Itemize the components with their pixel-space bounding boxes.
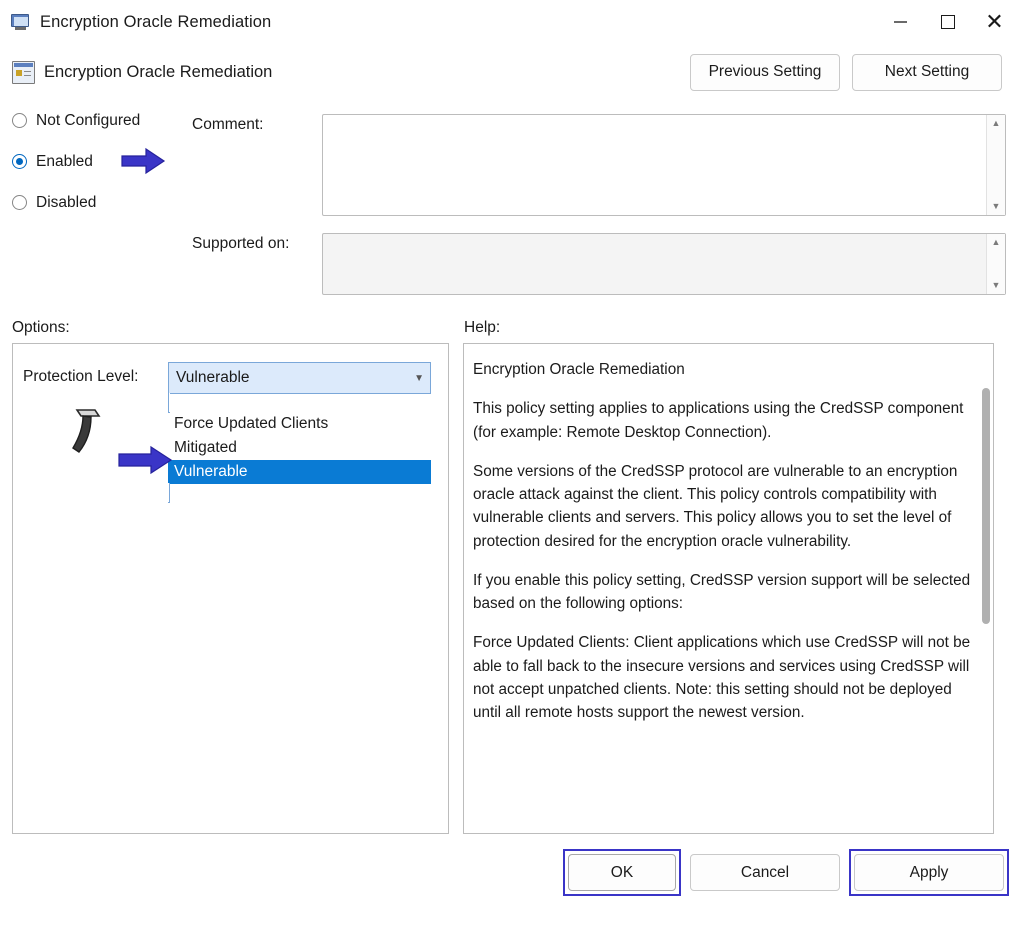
radio-enabled[interactable] (12, 141, 192, 182)
radio-circle-not-configured (12, 113, 27, 128)
maximize-button[interactable] (924, 0, 971, 44)
cancel-button[interactable]: Cancel (690, 854, 840, 891)
chevron-down-icon[interactable]: ▼ (414, 372, 424, 384)
dropdown-item-mitigated[interactable]: Mitigated (174, 439, 237, 456)
setting-icon (12, 61, 35, 84)
supported-on-label: Supported on: (192, 235, 290, 252)
comment-input[interactable] (322, 114, 1006, 216)
options-panel (12, 343, 449, 834)
state-radio-group (12, 100, 192, 223)
dialog-footer (0, 834, 1018, 891)
protection-level-combobox[interactable] (168, 362, 431, 502)
radio-label-disabled: Disabled (36, 193, 97, 211)
arrow-pointing-to-vulnerable (117, 444, 173, 476)
supported-on-scrollbar[interactable] (986, 234, 1005, 294)
radio-circle-enabled (12, 154, 27, 169)
comment-label: Comment: (192, 116, 264, 133)
help-paragraph-1: This policy setting applies to applications using the CredSSP component (for example: Remote Desktop Connection). (473, 400, 964, 441)
help-panel (463, 343, 994, 834)
apply-button[interactable]: Apply (854, 854, 1004, 891)
help-title: Encryption Oracle Remediation (473, 361, 685, 378)
close-button[interactable]: ✕ (985, 9, 1004, 34)
next-setting-button[interactable]: Next Setting (852, 54, 1002, 91)
section-labels (0, 295, 1018, 343)
cancel-button-wrapper (690, 854, 840, 891)
comment-area (192, 100, 1006, 295)
title-bar (0, 0, 1018, 44)
scroll-up-icon[interactable]: ▲ (991, 237, 1001, 247)
scroll-up-icon[interactable]: ▲ (991, 118, 1001, 128)
radio-disabled[interactable] (12, 182, 192, 223)
combobox-field[interactable] (168, 362, 431, 394)
options-label: Options: (12, 319, 70, 336)
protection-level-label: Protection Level: (23, 368, 139, 385)
scroll-down-icon[interactable]: ▼ (991, 201, 1001, 211)
comment-row (192, 114, 1006, 216)
ok-button-wrapper (568, 854, 676, 891)
help-scrollbar-thumb[interactable] (982, 388, 990, 624)
help-label: Help: (464, 319, 501, 336)
help-text (464, 344, 993, 724)
setting-header (0, 44, 1018, 100)
arrow-pointing-to-enabled (120, 147, 166, 175)
window-title: Encryption Oracle Remediation (40, 12, 272, 31)
radio-label-not-configured: Not Configured (36, 111, 141, 129)
radio-circle-disabled (12, 195, 27, 210)
help-paragraph-2: Some versions of the CredSSP protocol are vulnerable to an encryption oracle attack against the client. This policy controls compatibility with vulnerable clients and servers. This policy allows you to set the level of protection desired for the encryption oracle vulnerability. (473, 462, 958, 550)
setting-title: Encryption Oracle Remediation (44, 62, 273, 81)
ok-button[interactable]: OK (568, 854, 676, 891)
apply-button-wrapper (854, 854, 1004, 891)
help-paragraph-4: Force Updated Clients: Client applications which use CredSSP will not be able to fall back to the insecure versions and services using CredSSP will not accept unpatched clients. Note: this setting should not be deployed until all remote hosts support the newest version. (473, 634, 971, 721)
state-and-comment (0, 100, 1018, 295)
supported-on-row (192, 233, 1006, 295)
panels (0, 343, 1018, 834)
scroll-down-icon[interactable]: ▼ (991, 280, 1001, 290)
combobox-value: Vulnerable (176, 369, 250, 386)
nav-buttons (690, 54, 1002, 91)
radio-not-configured[interactable] (12, 100, 192, 141)
previous-setting-button[interactable]: Previous Setting (690, 54, 840, 91)
help-paragraph-3: If you enable this policy setting, CredSSP version support will be selected based on the following options: (473, 571, 971, 612)
window-icon (10, 11, 32, 33)
supported-on-field (322, 233, 1006, 295)
dropdown-item-vulnerable[interactable]: Vulnerable (168, 460, 431, 484)
comment-scrollbar[interactable] (986, 115, 1005, 215)
combobox-dropdown-list[interactable] (168, 393, 431, 503)
minimize-button[interactable] (877, 0, 924, 44)
window-controls (877, 0, 1018, 44)
radio-label-enabled: Enabled (36, 152, 93, 170)
dropdown-item-force-updated-clients[interactable]: Force Updated Clients (174, 415, 329, 432)
